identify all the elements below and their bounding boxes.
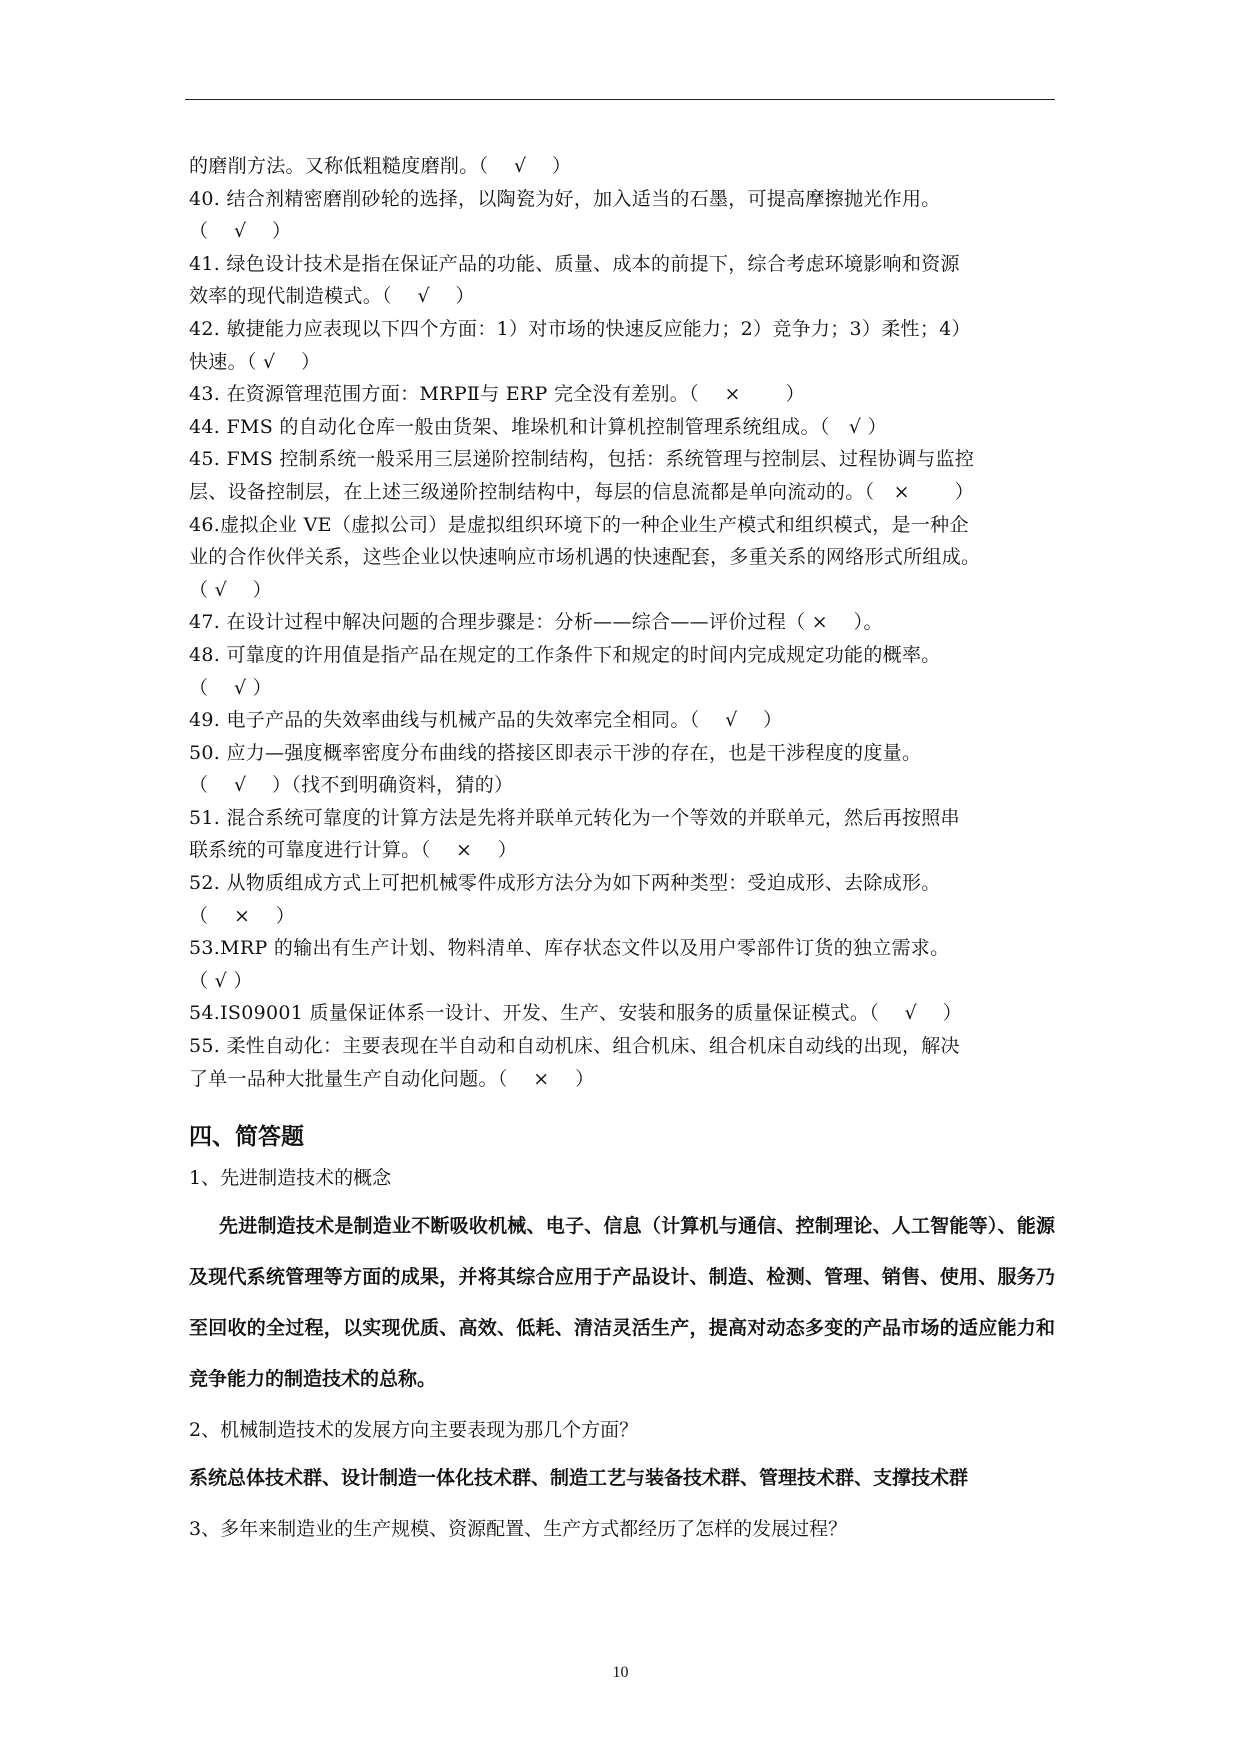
item-line: 41. 绿色设计技术是指在保证产品的功能、质量、成本的前提下，综合考虑环境影响和资源 (189, 252, 960, 275)
item-line: 业的合作伙伴关系，这些企业以快速响应市场机遇的快速配套，多重关系的网络形式所组成。 (189, 546, 981, 569)
question-1: 1、先进制造技术的概念 (189, 1167, 392, 1190)
item-line: （ √ ）（找不到明确资料，猜的） (189, 774, 514, 797)
item-line: 效率的现代制造模式。（ √ ） (189, 285, 475, 308)
item-line: 42. 敏捷能力应表现以下四个方面：1）对市场的快速反应能力；2）竞争力；3）柔性；4） (189, 317, 971, 340)
list-item (189, 509, 1055, 607)
item-line: 55. 柔性自动化：主要表现在半自动和自动机床、组合机床、组合机床自动线的出现，解决 (189, 1035, 960, 1058)
list-item (189, 411, 1055, 444)
list-item (189, 443, 1055, 508)
list-item (189, 932, 1055, 997)
item-line: （ √ ） (189, 578, 272, 601)
question-2: 2、机械制造技术的发展方向主要表现为那几个方面？ (189, 1419, 639, 1442)
item-line: 52. 从物质组成方式上可把机械零件成形方法分为如下两种类型：受迫成形、去除成形。 (189, 872, 941, 895)
item-line: 48. 可靠度的许用值是指产品在规定的工作条件下和规定的时间内完成规定功能的概率。 (189, 643, 941, 666)
item-line: 快速。（ √ ） (189, 350, 321, 373)
item-line: 46.虚拟企业 VE（虚拟公司）是虚拟组织环境下的一种企业生产模式和组织模式，是一种企 (189, 513, 969, 536)
item-line: 44. FMS 的自动化仓库一般由货架、堆垛机和计算机控制管理系统组成。（ √ ） (189, 415, 887, 438)
list-item (189, 1030, 1055, 1095)
item-line: （ √ ） (189, 969, 253, 992)
item-line: 了单一品种大批量生产自动化问题。（ × ） (189, 1067, 595, 1090)
list-item (189, 313, 1055, 378)
item-line: 联系统的可靠度进行计算。（ × ） (189, 839, 518, 862)
header-rule (185, 99, 1055, 100)
list-item (189, 802, 1055, 867)
page-content (189, 150, 1055, 1546)
list-item (189, 150, 1055, 183)
item-line: （ √ ） (189, 676, 272, 699)
judgement-list (189, 150, 1055, 1095)
list-item (189, 606, 1055, 639)
item-line: 的磨削方法。又称低粗糙度磨削。（ √ ） (189, 155, 572, 177)
list-item (189, 378, 1055, 411)
list-item (189, 704, 1055, 737)
item-line: 51. 混合系统可靠度的计算方法是先将并联单元转化为一个等效的并联单元，然后再按照串 (189, 806, 960, 829)
list-item (189, 997, 1055, 1030)
item-line: 50. 应力—强度概率密度分布曲线的搭接区即表示干涉的存在，也是干涉程度的度量。 (189, 741, 922, 764)
item-line: 45. FMS 控制系统一般采用三层递阶控制结构，包括：系统管理与控制层、过程协调与监控 (189, 448, 975, 471)
item-line: 40. 结合剂精密磨削砂轮的选择，以陶瓷为好，加入适当的石墨，可提高摩擦抛光作用。 (189, 187, 941, 210)
list-item (189, 867, 1055, 932)
item-line: 43. 在资源管理范围方面：MRPⅡ与 ERP 完全没有差别。（ × ） (189, 383, 805, 406)
item-line: （ √ ） (189, 220, 292, 243)
list-item (189, 183, 1055, 248)
section-heading: 四、简答题 (189, 1124, 304, 1151)
answer-1: 先进制造技术是制造业不断吸收机械、电子、信息（计算机与通信、控制理论、人工智能等）、能源及现代系统管理等方面的成果，并将其综合应用于产品设计、制造、检测、管理、销售、使用、服务乃至回收的全过程，以实现优质、高效、低耗、清洁灵活生产，提高对动态多变的产品市场的适应能力和竞争能力的制造技术的总称。 (189, 1215, 1055, 1391)
item-line: 47. 在设计过程中解决问题的合理步骤是：分析——综合——评价过程（ × ）。 (189, 611, 883, 634)
item-line: 49. 电子产品的失效率曲线与机械产品的失效率完全相同。（ √ ） (189, 709, 783, 732)
page-number: 10 (612, 1664, 629, 1681)
item-line: 53.MRP 的输出有生产计划、物料清单、库存状态文件以及用户零部件订货的独立需求。 (189, 937, 950, 960)
item-line: （ × ） (189, 904, 296, 927)
list-item (189, 639, 1055, 704)
answer-2: 系统总体技术群、设计制造一体化技术群、制造工艺与装备技术群、管理技术群、支撑技术群 (189, 1467, 969, 1490)
item-line: 54.IS09001 质量保证体系一设计、开发、生产、安装和服务的质量保证模式。（ √ ） (189, 1002, 963, 1025)
item-line: 层、设备控制层，在上述三级递阶控制结构中，每层的信息流都是单向流动的。（ × ） (189, 480, 975, 503)
question-3: 3、多年来制造业的生产规模、资源配置、生产方式都经历了怎样的发展过程？ (189, 1518, 848, 1541)
list-item (189, 737, 1055, 802)
list-item (189, 248, 1055, 313)
